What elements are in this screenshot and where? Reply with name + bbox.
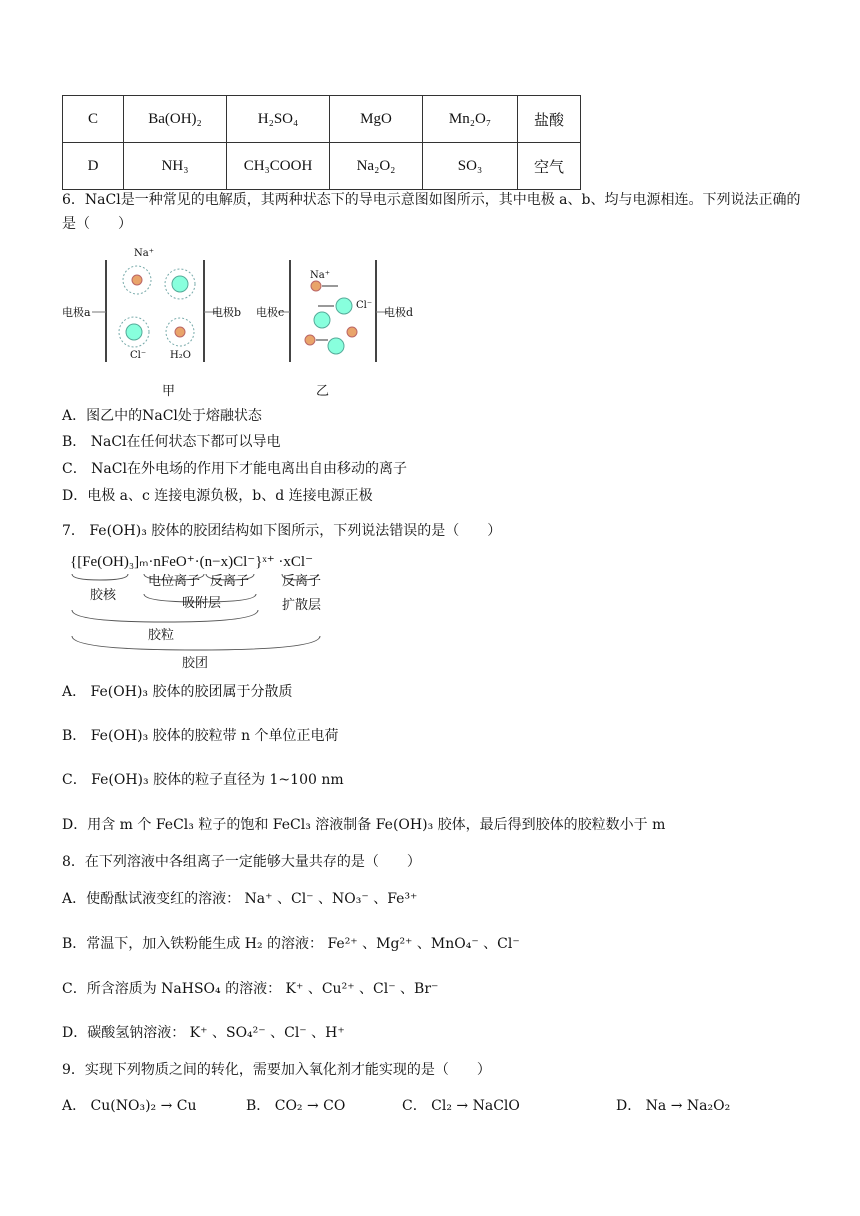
table-row <box>63 143 581 190</box>
hydrated-cl-ion <box>119 317 149 347</box>
label-core: 胶核 <box>90 588 117 603</box>
option-8d: D．碳酸氢钠溶液： K⁺ 、SO₄²⁻ 、Cl⁻ 、H⁺ <box>62 1025 345 1041</box>
figure-caption-yi: 乙 <box>316 384 330 399</box>
option-6d: D．电极 a、c 连接电源负极，b、d 连接电源正极 <box>62 488 373 504</box>
table-cell: CH₃COOH <box>227 143 330 190</box>
table-cell: SO₃ <box>423 143 518 190</box>
table-row <box>63 96 581 143</box>
option-8b: B．常温下，加入铁粉能生成 H₂ 的溶液： Fe²⁺ 、Mg²⁺ 、MnO₄⁻ 、Cl⁻ <box>62 936 520 952</box>
option-9b: B． CO₂ → CO <box>246 1098 346 1114</box>
option-7a: A． Fe(OH)₃ 胶体的胶团属于分散质 <box>62 684 293 700</box>
answer-table <box>62 95 581 190</box>
table-cell: NH₃ <box>124 143 227 190</box>
cl-label: Cl⁻ <box>130 350 147 361</box>
table-cell: Mn₂O₇ <box>423 96 518 143</box>
option-8c: C．所含溶质为 NaHSO₄ 的溶液： K⁺ 、Cu²⁺ 、Cl⁻ 、Br⁻ <box>62 981 439 997</box>
table-cell: 空气 <box>518 143 581 190</box>
cl-ion <box>336 298 352 314</box>
label-counter-ion: 反离子 <box>210 574 250 589</box>
question-8-stem: 8．在下列溶液中各组离子一定能够大量共存的是（ ） <box>62 854 421 870</box>
electrode-c-label: 电极c <box>256 306 285 319</box>
table-cell: D <box>63 143 124 190</box>
electrode-a-label: 电极a <box>62 306 91 319</box>
micelle-structure-diagram <box>70 552 340 672</box>
hydrated-na-ion <box>123 266 151 294</box>
cl-ion <box>314 312 330 328</box>
option-9c: C． Cl₂ → NaClO <box>402 1098 520 1114</box>
table-cell: C <box>63 96 124 143</box>
hydrated-cl-ion <box>165 269 195 299</box>
option-7d: D．用含 m 个 FeCl₃ 粒子的饱和 FeCl₃ 溶液制备 Fe(OH)₃ 胶体，最后得到胶体的胶粒数小于 m <box>62 817 666 833</box>
option-9d: D． Na → Na₂O₂ <box>616 1098 731 1114</box>
question-6-stem: 6．NaCl是一种常见的电解质，其两种状态下的导电示意图如图所示，其中电极 a、b、均与电源相连。下列说法正确的是（ ） <box>62 192 801 232</box>
label-counter-ion-2: 反离子 <box>282 574 322 589</box>
option-6b: B． NaCl在任何状态下都可以导电 <box>62 434 281 450</box>
table-cell: 盐酸 <box>518 96 581 143</box>
question-9-stem: 9．实现下列物质之间的转化，需要加入氧化剂才能实现的是（ ） <box>62 1062 491 1078</box>
na-ion <box>311 281 321 291</box>
water-label: H₂O <box>170 350 191 361</box>
na-label-2: Na⁺ <box>310 270 330 281</box>
table-cell: MgO <box>330 96 423 143</box>
electrolyte-conduction-diagram <box>62 240 422 400</box>
table-cell: Ba(OH)₂ <box>124 96 227 143</box>
label-adsorption-layer: 吸附层 <box>182 596 222 611</box>
q6-figure <box>62 240 422 400</box>
option-7b: B． Fe(OH)₃ 胶体的胶粒带 n 个单位正电荷 <box>62 728 339 744</box>
label-diffuse-layer: 扩散层 <box>282 598 322 613</box>
label-colloid-particle: 胶粒 <box>148 628 175 643</box>
table-cell: Na₂O₂ <box>330 143 423 190</box>
hydrated-na-ion <box>166 318 194 346</box>
figure-caption-jia: 甲 <box>162 384 176 399</box>
na-label: Na⁺ <box>134 248 154 259</box>
na-ion <box>305 335 315 345</box>
option-6c: C． NaCl在外电场的作用下才能电离出自由移动的离子 <box>62 461 407 477</box>
electrode-b-label: 电极b <box>212 306 242 319</box>
cl-label-2: Cl⁻ <box>356 300 373 311</box>
table-cell: H₂SO₄ <box>227 96 330 143</box>
question-7-stem: 7． Fe(OH)₃ 胶体的胶团结构如下图所示，下列说法错误的是（ ） <box>62 523 502 539</box>
option-8a: A．使酚酞试液变红的溶液： Na⁺ 、Cl⁻ 、NO₃⁻ 、Fe³⁺ <box>62 891 418 907</box>
micelle-formula: {[Fe(OH)₃]ₘ·nFeO⁺·(n−x)Cl⁻}ˣ⁺ ·xCl⁻ <box>70 554 313 570</box>
label-micelle: 胶团 <box>182 656 209 671</box>
option-9a: A． Cu(NO₃)₂ → Cu <box>62 1098 197 1114</box>
label-potential-ion: 电位离子 <box>148 574 201 589</box>
na-ion <box>347 327 357 337</box>
option-7c: C． Fe(OH)₃ 胶体的粒子直径为 1~100 nm <box>62 772 344 788</box>
option-6a: A．图乙中的NaCl处于熔融状态 <box>62 408 262 424</box>
cl-ion <box>328 338 344 354</box>
electrode-d-label: 电极d <box>384 306 414 319</box>
